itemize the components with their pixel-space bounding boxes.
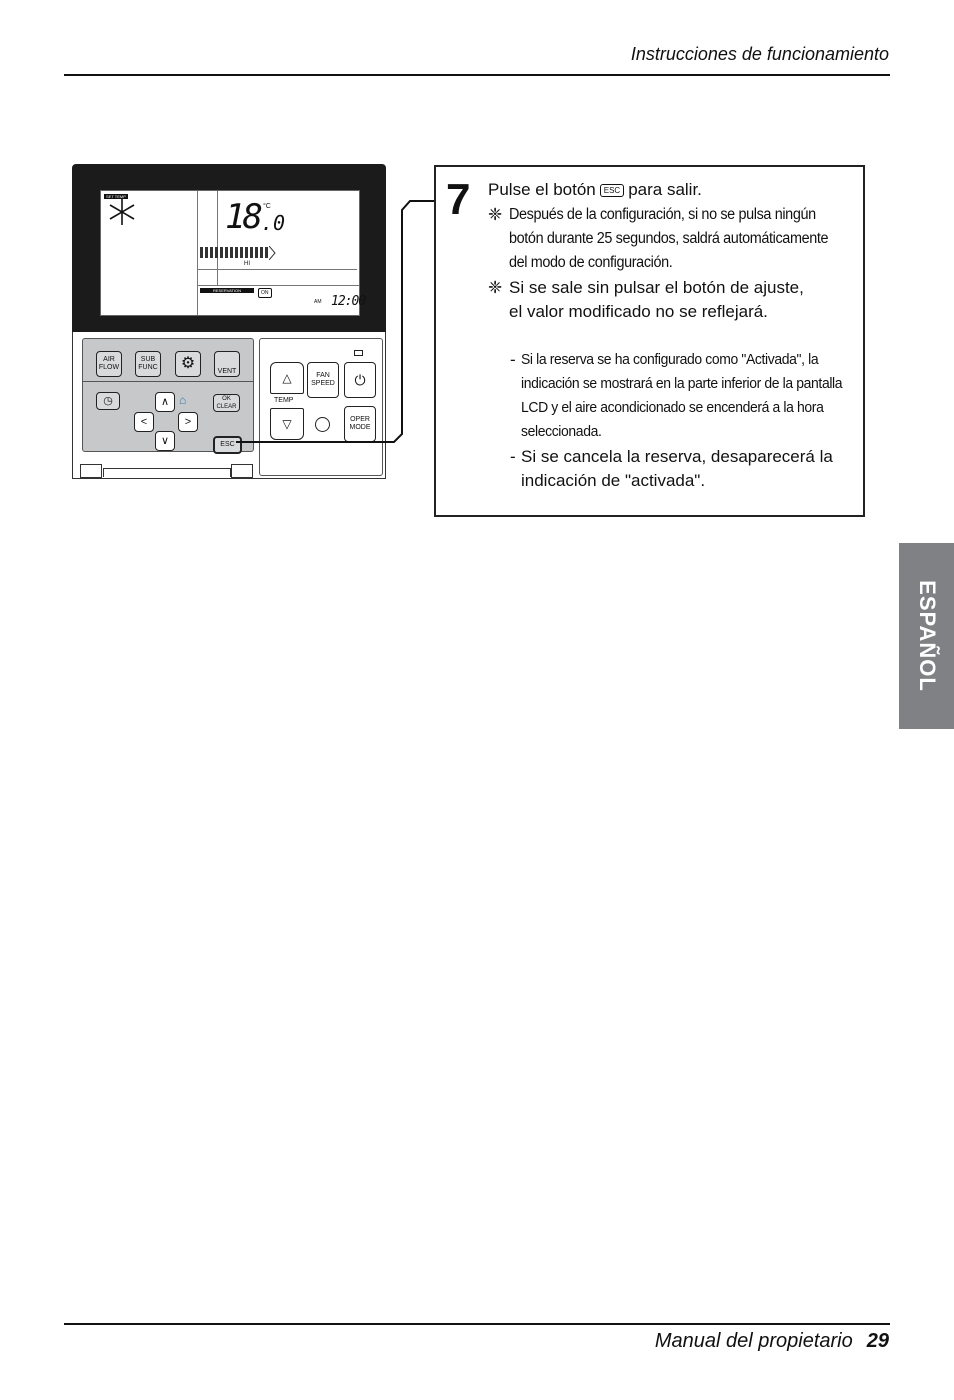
lcd-temp-value: 18: [225, 197, 260, 237]
language-side-tab: [899, 543, 954, 729]
lcd-clock: 12:00: [331, 294, 366, 309]
temp-down-icon: ▽: [270, 408, 304, 440]
lcd-unit: °C: [263, 203, 271, 210]
air-flow-button: AIR FLOW: [96, 351, 122, 377]
step-number: 7: [446, 175, 471, 224]
language-label: ESPAÑOL: [914, 580, 940, 692]
footer-manual: Manual del propietario: [654, 1330, 853, 1352]
dash-item-1: - Si la reserva se ha configurado como "Activada", la indicación se mostrará en la parte inferior de la pantalla LCD y el aire acondicionado se encenderá a la hora seleccionada.: [510, 350, 843, 440]
power-icon: ⏻: [344, 362, 376, 398]
up-arrow-icon: ∧: [155, 392, 175, 412]
dash-item-2: - Si se cancela la reserva, desaparecerá la indicación de "activada".: [510, 447, 833, 490]
left-arrow-icon: <: [134, 412, 154, 432]
set-temp-label: SET TEMP: [106, 194, 126, 199]
page-number: 29: [866, 1330, 889, 1352]
step-instruction: Pulse el botón ESC para salir.: [488, 180, 702, 199]
footer: [655, 1330, 889, 1353]
note-1: ❈ Después de la configuración, si no se pulsa ningún botón durante 25 segundos, saldrá automáticamente del modo de configuración.: [488, 205, 829, 271]
am-label: AM: [314, 299, 322, 305]
on-indicator: ON: [258, 288, 272, 298]
ok-clear-button: OK CLEAR: [213, 394, 240, 412]
vent-button: VENT: [214, 351, 240, 377]
footer-rule: [64, 1323, 890, 1325]
sub-func-button: SUB FUNC: [135, 351, 161, 377]
fan-label: HI: [244, 261, 250, 267]
down-arrow-icon: ∨: [155, 431, 175, 451]
fan-speed-button: FAN SPEED: [307, 362, 339, 398]
esc-button: ESC: [213, 436, 242, 454]
step-7-callout: [434, 165, 865, 517]
temp-label: TEMP: [274, 397, 294, 404]
home-icon: ⌂: [179, 393, 187, 407]
right-arrow-icon: >: [178, 412, 198, 432]
gear-icon: ⚙: [175, 351, 201, 377]
reservation-label: RESERVATION: [200, 288, 254, 293]
esc-button-icon: ESC: [600, 184, 624, 197]
temp-up-icon: △: [270, 362, 304, 394]
lcd-temp-decimal: .0: [261, 211, 286, 235]
header-title: Instrucciones de funcionamiento: [630, 44, 889, 64]
oper-mode-button: OPER MODE: [344, 406, 376, 442]
clock-icon: ◷: [96, 392, 120, 410]
note-2: ❈ Si se sale sin pulsar el botón de ajuste, el valor modificado no se reflejará.: [488, 278, 804, 321]
